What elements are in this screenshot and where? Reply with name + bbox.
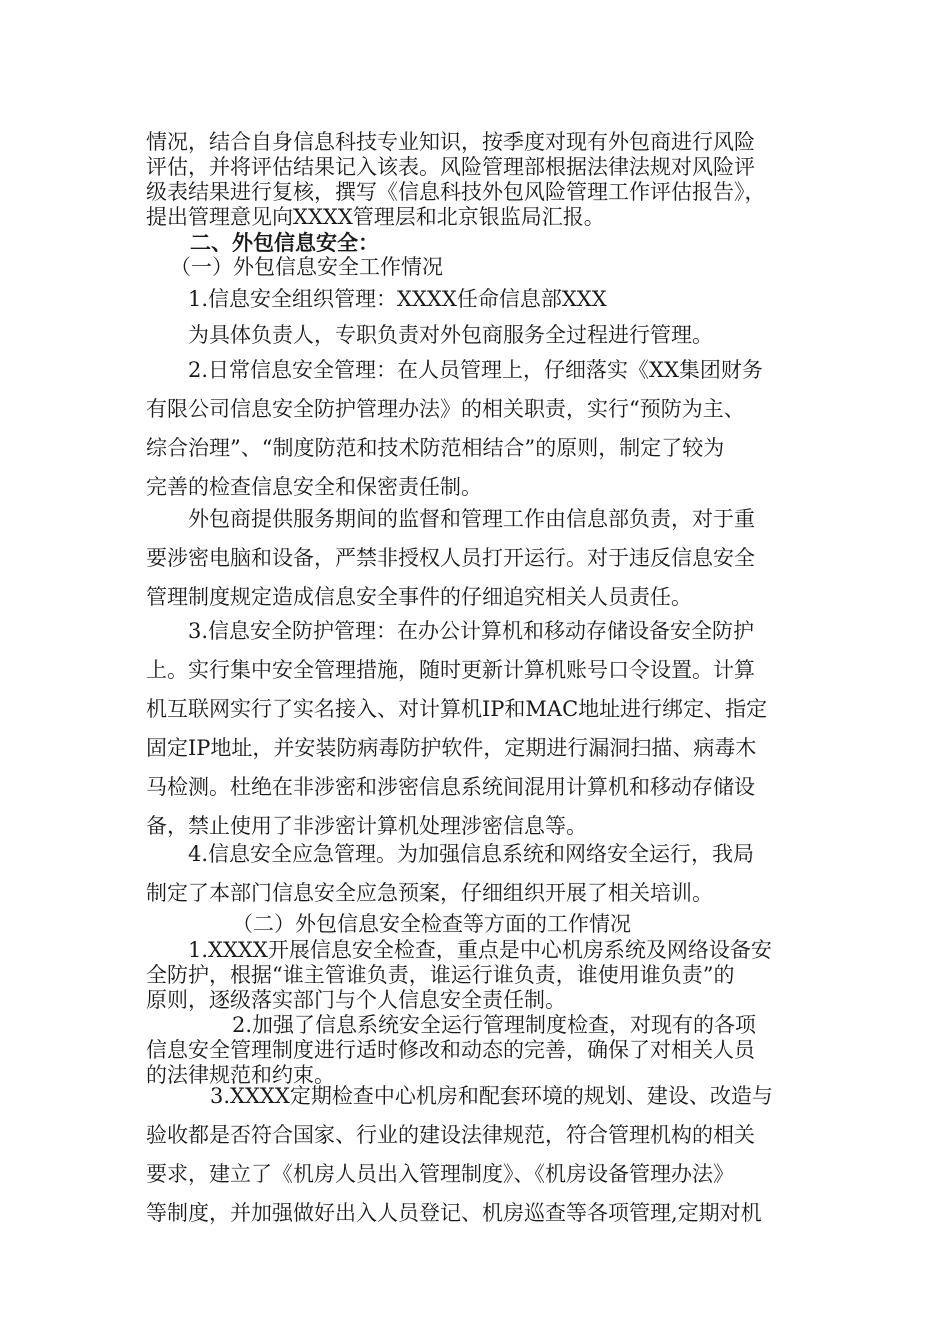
text-line: 级表结果进行复核，撰写《信息科技外包风险管理工作评估报告》， (146, 180, 766, 204)
paragraph-organization-management (146, 280, 816, 319)
text-line: 要求，建立了《机房人员出入管理制度》、《机房设备管理办法》 (146, 1162, 734, 1186)
text-line: 等制度，并加强做好出入人员登记、机房巡查等各项管理,定期对机 (146, 1201, 762, 1225)
subsection-heading-inspection (232, 912, 902, 937)
text-line: 提出管理意见向XXXX管理层和北京银监局汇报。 (146, 205, 605, 229)
text-line: 完善的检查信息安全和保密责任制。 (146, 475, 482, 499)
paragraph-daily-security-management (146, 351, 816, 507)
section-heading-outsourcing-security (190, 230, 860, 255)
text-line: 信息安全管理制度进行适时修改和动态的完善，确保了对相关人员 (146, 1038, 755, 1062)
text-line: 2.日常信息安全管理：在人员管理上，仔细落实《XX集团财务 (188, 358, 763, 382)
text-line: 综合治理”、“制度防范和技术防范相结合”的原则，制定了较为 (146, 436, 725, 460)
subsection-heading-work-status (170, 255, 840, 280)
text-line: 机互联网实行了实名接入、对计算机IP和MAC地址进行绑定、指定 (146, 697, 768, 721)
text-line: 3.信息安全防护管理：在办公计算机和移动存储设备安全防护 (188, 619, 755, 643)
text-line: 情况，结合自身信息科技专业知识，按季度对现有外包商进行风险 (146, 130, 755, 154)
text-line: 的法律规范和约束。 (146, 1063, 335, 1087)
text-line: 2.加强了信息系统安全运行管理制度检查，对现有的各项 (232, 1013, 757, 1037)
paragraph-machine-room-inspection (146, 1077, 816, 1233)
text-line: 为具体负责人，专职负责对外包商服务全过程进行管理。 (188, 323, 713, 347)
text-line: 制定了本部门信息安全应急预案，仔细组织开展了相关培训。 (146, 881, 713, 905)
paragraph-emergency-management (146, 835, 816, 913)
heading-text: （一）外包信息安全工作情况 (170, 255, 443, 279)
paragraph-risk-assessment (146, 130, 816, 230)
text-line: 验收都是否符合国家、行业的建设法律规范，符合管理机构的相关 (146, 1123, 755, 1147)
heading-text: 二、外包信息安全： (190, 230, 379, 255)
text-line: 固定IP地址，并安装防病毒防护软件，定期进行漏洞扫描、病毒木 (146, 736, 757, 760)
text-line: 全防护，根据“谁主管谁负责，谁运行谁负责，谁使用谁负责”的 (146, 963, 735, 987)
text-line: 4.信息安全应急管理。为加强信息系统和网络安全运行，我局 (188, 842, 755, 866)
text-line: 原则，逐级落实部门与个人信息安全责任制。 (146, 988, 566, 1012)
paragraph-protection-management (146, 612, 816, 846)
text-line: 有限公司信息安全防护管理办法》的相关职责，实行“预防为主、 (146, 397, 745, 421)
text-line: 评估，并将评估结果记入该表。风险管理部根据法律法规对风险评 (146, 155, 755, 179)
text-line: 上。实行集中安全管理措施，随时更新计算机账号口令设置。计算 (146, 658, 755, 682)
paragraph-supervision (146, 500, 816, 617)
paragraph-security-inspection (146, 938, 816, 1013)
text-line: 外包商提供服务期间的监督和管理工作由信息部负责，对于重 (188, 507, 755, 531)
text-line: 马检测。杜绝在非涉密和涉密信息系统间混用计算机和移动存储设 (146, 775, 755, 799)
text-line: 管理制度规定造成信息安全事件的仔细追究相关人员责任。 (146, 585, 692, 609)
text-line: 备，禁止使用了非涉密计算机处理涉密信息等。 (146, 814, 587, 838)
text-line: 1.信息安全组织管理：XXXX任命信息部XXX (188, 287, 607, 311)
text-line: 1.XXXX开展信息安全检查，重点是中心机房系统及网络设备安 (188, 938, 772, 962)
text-line: 3.XXXX定期检查中心机房和配套环境的规划、建设、改造与 (210, 1084, 773, 1108)
heading-text: （二）外包信息安全检查等方面的工作情况 (232, 912, 631, 936)
text-line: 要涉密电脑和设备，严禁非授权人员打开运行。对于违反信息安全 (146, 546, 755, 570)
paragraph-responsible-person (146, 316, 816, 355)
